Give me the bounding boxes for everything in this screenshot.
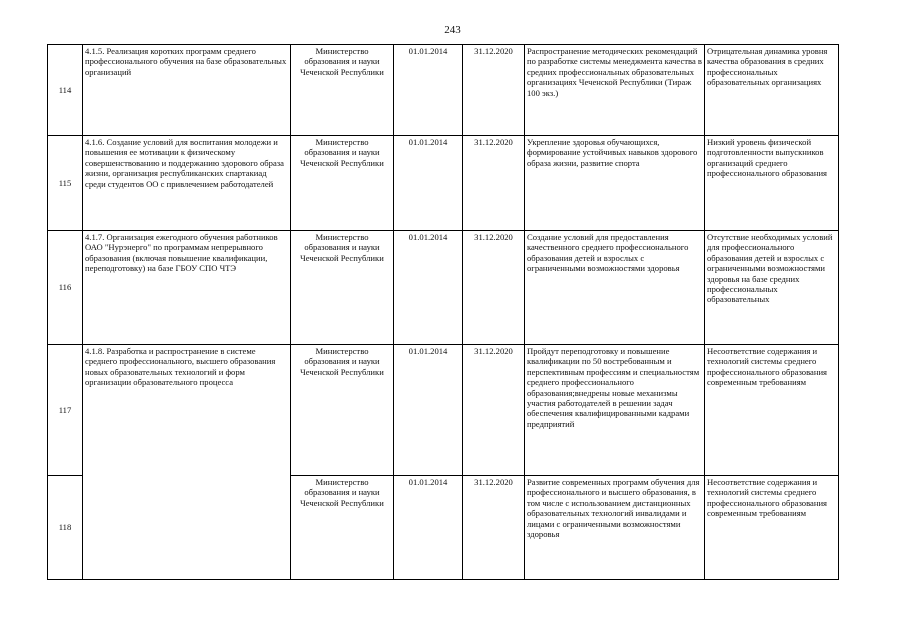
program-table — [47, 44, 839, 580]
row-number: 116 — [48, 231, 83, 345]
expected-result-cell: Укрепление здоровья обучающихся, формирование устойчивых навыков здорового образа жизни, развитие спорта — [525, 136, 705, 231]
activity-cell: 4.1.5. Реализация коротких программ среднего профессионального обучения на базе образовательных организаций — [83, 45, 291, 136]
start-date-cell: 01.01.2014 — [394, 136, 463, 231]
table-row — [48, 231, 839, 345]
row-number: 115 — [48, 136, 83, 231]
responsible-org-cell: Министерство образования и науки Чеченской Республики — [291, 476, 394, 580]
responsible-org-cell: Министерство образования и науки Чеченской Республики — [291, 345, 394, 476]
expected-result-cell: Создание условий для предоставления качественного среднего профессионального образования детей и взрослых с ограниченными возможностями здоровья — [525, 231, 705, 345]
risk-cell: Отрицательная динамика уровня качества образования в средних профессиональных образовательных организациях — [705, 45, 839, 136]
row-number: 117 — [48, 345, 83, 476]
activity-cell: 4.1.8. Разработка и распространение в системе среднего профессионального, высшего образования новых образовательных технологий и форм организации образовательного процесса — [83, 345, 291, 580]
expected-result-cell: Пройдут переподготовку и повышение квалификации по 50 востребованным и перспективным профессиям и специальностям среднего профессионального образования;внедрены новые механизмы участия работодателей в решении задач обеспечения квалифицированными кадрами предприятий — [525, 345, 705, 476]
start-date-cell: 01.01.2014 — [394, 345, 463, 476]
start-date-cell: 01.01.2014 — [394, 231, 463, 345]
end-date-cell: 31.12.2020 — [463, 136, 525, 231]
risk-cell: Отсутствие необходимых условий для профессионального образования детей и взрослых с ограниченными возможностями здоровья на базе средних профессиональных образовательных — [705, 231, 839, 345]
table-row — [48, 345, 839, 476]
end-date-cell: 31.12.2020 — [463, 231, 525, 345]
page-number: 243 — [444, 24, 461, 36]
risk-cell: Низкий уровень физической подготовленности выпускников организаций среднего профессионального образования — [705, 136, 839, 231]
responsible-org-cell: Министерство образования и науки Чеченской Республики — [291, 45, 394, 136]
expected-result-cell: Развитие современных программ обучения для профессионального и высшего образования, в том числе с использованием дистанционных образовательных технологий инвалидами и лицами с ограниченными возможностями здоровья — [525, 476, 705, 580]
risk-cell: Несоответствие содержания и технологий системы среднего профессионального образования современным требованиям — [705, 476, 839, 580]
row-number: 118 — [48, 476, 83, 580]
row-number: 114 — [48, 45, 83, 136]
start-date-cell: 01.01.2014 — [394, 45, 463, 136]
expected-result-cell: Распространение методических рекомендаций по разработке системы менеджмента качества в средних профессиональных образовательных организациях Чеченской Республики (Тираж 100 экз.) — [525, 45, 705, 136]
responsible-org-cell: Министерство образования и науки Чеченской Республики — [291, 136, 394, 231]
risk-cell: Несоответствие содержания и технологий системы среднего профессионального образования современным требованиям — [705, 345, 839, 476]
start-date-cell: 01.01.2014 — [394, 476, 463, 580]
activity-cell: 4.1.6. Создание условий для воспитания молодежи и повышения ее мотивации к физическому совершенствованию и поддержанию здорового образа жизни, организация республиканских спартакиад среди студентов ОО с привлечением работодателей — [83, 136, 291, 231]
end-date-cell: 31.12.2020 — [463, 345, 525, 476]
end-date-cell: 31.12.2020 — [463, 45, 525, 136]
activity-cell: 4.1.7. Организация ежегодного обучения работников ОАО "Нурэнерго" по программам непрерывного образования (включая повышение квалификации, переподготовку) на базе ГБОУ СПО ЧТЭ — [83, 231, 291, 345]
responsible-org-cell: Министерство образования и науки Чеченской Республики — [291, 231, 394, 345]
end-date-cell: 31.12.2020 — [463, 476, 525, 580]
table-row — [48, 136, 839, 231]
table-row — [48, 45, 839, 136]
